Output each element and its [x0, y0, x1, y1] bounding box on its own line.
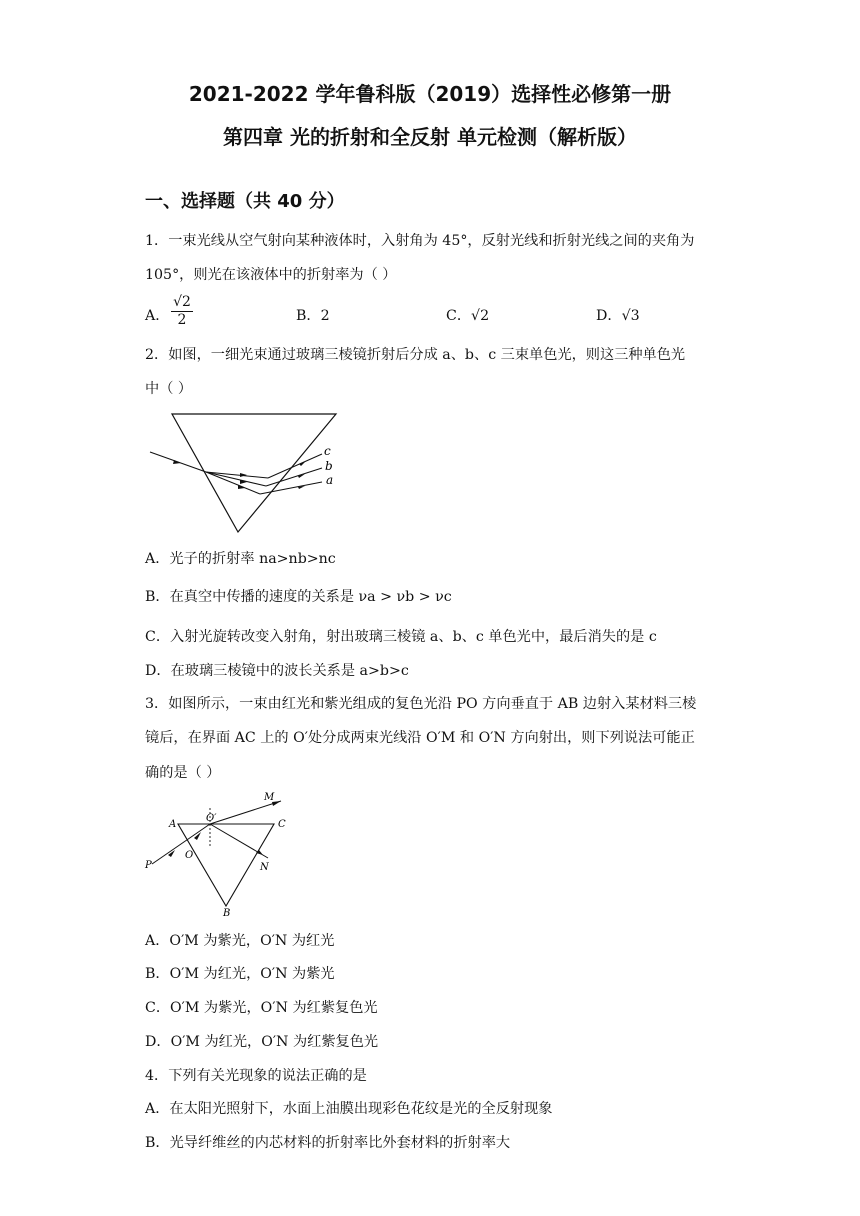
q2-option-b: B．在真空中传播的速度的关系是 νa > νb > νc — [145, 589, 452, 605]
doc-title-line2: 第四章 光的折射和全反射 单元检测（解析版） — [223, 125, 637, 149]
q1-option-d: D．√3 — [596, 308, 640, 324]
q2-out-ray-a — [260, 482, 322, 494]
q3-text-line3: 确的是（ ） — [145, 765, 221, 781]
q1-option-a-label: A． — [145, 308, 170, 324]
q3-label-n: N — [260, 862, 269, 873]
q2-out-ray-c — [268, 454, 322, 478]
q3-label-m: M — [264, 792, 275, 803]
q2-option-d: D．在玻璃三棱镜中的波长关系是 a>b>c — [145, 663, 409, 679]
q2-option-c: C．入射光旋转改变入射角，射出玻璃三棱镜 a、b、c 单色光中，最后消失的是 c — [145, 629, 657, 645]
q3-text-line1: 3．如图所示，一束由红光和紫光组成的复色光沿 PO 方向垂直于 AB 边射入某材料三棱 — [145, 696, 697, 712]
q2-text-line1: 2．如图，一细光束通过玻璃三棱镜折射后分成 a、b、c 三束单色光，则这三种单色光 — [145, 347, 686, 363]
q4-text-line1: 4．下列有关光现象的说法正确的是 — [145, 1068, 367, 1084]
q1-option-c: C．√2 — [446, 308, 490, 324]
q4-option-a: A．在太阳光照射下，水面上油膜出现彩色花纹是光的全反射现象 — [145, 1101, 553, 1117]
q3-option-c: C．O′M 为紫光，O′N 为红紫复色光 — [145, 1000, 378, 1016]
q3-label-o: O — [185, 850, 194, 861]
q3-label-p: P — [145, 860, 152, 871]
q3-option-b: B．O′M 为红光，O′N 为紫光 — [145, 966, 335, 982]
q2-inner-arrow-c — [240, 473, 247, 477]
q1-text-line1: 1．一束光线从空气射向某种液体时，入射角为 45°，反射光线和折射光线之间的夹角为 — [145, 233, 695, 249]
q3-text-line2: 镜后，在界面 AC 上的 O′处分成两束光线沿 O′M 和 O′N 方向射出，则下列说法可能正 — [145, 730, 695, 746]
doc-title-line1: 2021-2022 学年鲁科版（2019）选择性必修第一册 — [188, 82, 672, 106]
q1-text-line2: 105°，则光在该液体中的折射率为（ ） — [145, 267, 397, 283]
q2-prism-triangle — [172, 414, 336, 532]
q3-label-a: A — [169, 819, 177, 830]
q1-option-b: B．2 — [296, 308, 330, 324]
q2-label-c: c — [324, 444, 331, 458]
q1-option-a-denominator: 2 — [177, 312, 187, 328]
q3-ray-om — [210, 801, 281, 824]
q2-label-a: a — [326, 473, 334, 487]
q3-option-d: D．O′M 为红光，O′N 为红紫复色光 — [145, 1034, 379, 1050]
q3-label-o-prime: O′ — [206, 813, 217, 824]
q4-option-b: B．光导纤维丝的内芯材料的折射率比外套材料的折射率大 — [145, 1135, 511, 1151]
q1-option-a-numerator: √2 — [171, 294, 193, 312]
q1-option-a-fraction — [171, 294, 193, 329]
q3-prism-figure — [144, 786, 294, 918]
q2-inner-ray-c — [206, 472, 268, 478]
section-heading: 一、选择题（共 40 分） — [145, 191, 345, 212]
q3-arrow-n — [256, 850, 263, 855]
q2-label-b: b — [325, 459, 333, 473]
q3-label-c: C — [278, 819, 286, 830]
q3-option-a: A．O′M 为紫光，O′N 为红光 — [145, 933, 335, 949]
q2-prism-figure — [148, 408, 348, 538]
q3-label-b: B — [223, 908, 231, 918]
q2-option-a: A．光子的折射率 na>nb>nc — [145, 551, 336, 567]
q2-text-line2: 中（ ） — [145, 381, 193, 397]
q2-incident-arrow — [173, 460, 181, 464]
